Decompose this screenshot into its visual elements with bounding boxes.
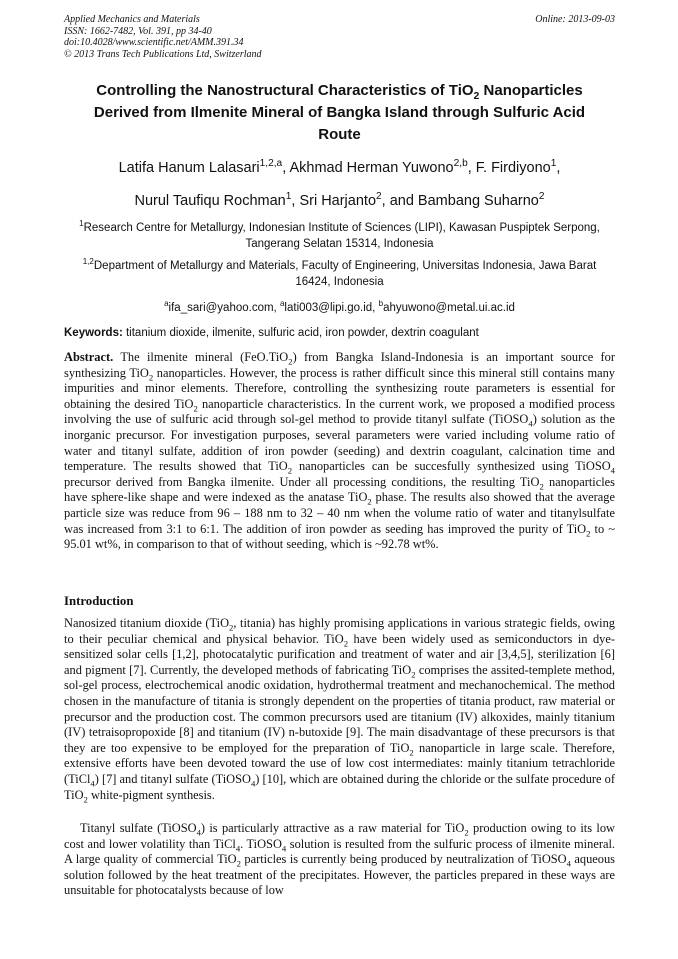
author-list bbox=[64, 152, 615, 218]
abstract: Abstract. The ilmenite mineral (FeO.TiO$_2$) from Bangka Island-Indonesia is an important source for synthesizing TiO$_2$ nanoparticles. However, the process is rather difficult since this mineral still contains many impurities and minor elements. Therefore, controlling the synthesizing route parameters is essential for obtaining the desired TiO$_2$ nanoparticle characteristics. In the current work, we proposed a modified process involving the use of sulfuric acid through sol-gel method to provide titanyl sulfate (TiOSO$_4$) solution as the inorganic precursor. For investigation purposes, several parameters were varied including volume ratio of water and titanyl sulfate, addition of iron powder (seeding) and dextrin coagulant, calcination time and temperature. The results showed that TiO$_2$ nanoparticles can be succesfully synthesized using TiOSO$_4$ precursor derived from Bangka ilmenite. Under all processing conditions, the resulting TiO$_2$ nanoparticles have sphere-like shape and were indexed as the anatase TiO$_2$ phase. The results also showed that the average particle size was reduce from 96 – 188 nm to 32 – 40 nm when the volume ratio of water and titanylsulfate was increased from 3:1 to 6:1. The addition of iron powder as seeding has improved the purity of TiO$_2$ to ~ 95.01 wt%, in comparison to that of without seeding, which is ~92.78 wt%. bbox=[64, 350, 616, 552]
email-sup: a bbox=[279, 299, 285, 309]
title-line-2: Derived from Ilmenite Mineral of Bangka Island through Sulfuric Acid bbox=[93, 104, 586, 121]
copyright-line: © 2013 Trans Tech Publications Ltd, Switzerland bbox=[64, 48, 262, 60]
keywords bbox=[64, 326, 615, 340]
intro-paragraph-1: Nanosized titanium dioxide (TiO$_2$, titania) has highly promising applications in various strategic fields, owing to their peculiar chemical and physical behavior. TiO$_2$ have been widely used as semiconductors in dye-sensitized solar cells [1,2], photocatalytic purification and treatment of water and air [3,4,5], sterilization [6] and pigment [7]. Currently, the developed methods of fabricating TiO$_2$ comprises the assited-templete method, sol-gel process, electrochemical anodic oxidation, hydrothermal treatment and mechanochemical. The method chosen in the manufacture of titania is strongly dependent on the properties of titania product, raw material or precursor and the production cost. The common precursors used are titanium (IV) alkoxides, mainly titanium (IV) tetraisopropoxide [8] and titanium (IV) n-butoxide [9]. The main disadvantage of these precursors is that they are too expensive to be employed for the preparation of TiO$_2$ nanoparticle in large scale. Therefore, extensive efforts have been devoted toward the use of low cost intermediates: mainly titanium tetrachloride (TiCl$_4$) [7] and titanyl sulfate (TiOSO$_4$) [10], which are obtained during the chloride or the sulfate procedure of TiO$_2$ white-pigment synthesis. bbox=[64, 616, 616, 804]
online-date: Online: 2013-09-03 bbox=[535, 14, 615, 25]
journal-name: Applied Mechanics and Materials bbox=[64, 14, 200, 25]
affiliation-2 bbox=[64, 258, 615, 290]
email-link[interactable]: ifa_sari@yahoo.com, bbox=[168, 302, 280, 314]
email-sup: a bbox=[164, 299, 169, 309]
author-name: , Akhmad Herman Yuwono bbox=[282, 160, 454, 176]
author-affil-sup: 2 bbox=[376, 191, 382, 203]
title-line-1-end: Nanoparticles bbox=[479, 82, 583, 99]
issn-line: ISSN: 1662-7482, Vol. 391, pp 34-40 bbox=[64, 25, 212, 37]
author-affil-sup: 2 bbox=[538, 191, 545, 203]
affiliation-text: Research Centre for Metallurgy, Indonesian Institute of Sciences (LIPI), Kawasan Puspiptek Serpong, Tangerang Selatan 15314, Indonesia bbox=[83, 222, 600, 250]
title-line-1: Controlling the Nanostructural Characteristics of TiO bbox=[96, 82, 474, 99]
intro-paragraph-2: Titanyl sulfate (TiOSO$_4$) is particularly attractive as a raw material for TiO$_2$ production owing to its low cost and lower volatility than TiCl$_4$. TiOSO$_4$ solution is resulted from the sulfuric process of ilmenite mineral. A large quality of commercial TiO$_2$ particles is currently being produced by neutralization of TiOSO$_4$ aqueous solution followed by the heat treatment of the precipitates. However, the particles prepared in these ways are unsuitable for photocatalysts because of low bbox=[64, 821, 615, 898]
author-affil-sup: 1 bbox=[285, 191, 292, 203]
author-name: Latifa Hanum Lalasari bbox=[118, 160, 260, 176]
title-line-3: Route bbox=[318, 126, 361, 143]
section-heading-introduction: Introduction bbox=[64, 594, 134, 608]
affiliation-text: Department of Metallurgy and Materials, Faculty of Engineering, Universitas Indonesia, Jawa Barat 16424, Indonesia bbox=[93, 260, 597, 288]
author-emails bbox=[64, 300, 615, 316]
affiliation-sup: 1 bbox=[79, 219, 84, 229]
email-link[interactable]: lati003@lipi.go.id, bbox=[284, 302, 379, 314]
paper-title bbox=[64, 80, 615, 146]
author-name: , and Bambang Suharno bbox=[381, 193, 539, 209]
doi-line: doi:10.4028/www.scientific.net/AMM.391.34 bbox=[64, 37, 244, 48]
abstract-label: Abstract. bbox=[64, 350, 114, 364]
keywords-label: Keywords: bbox=[64, 327, 123, 339]
keywords-text: titanium dioxide, ilmenite, sulfuric acid, iron powder, dextrin coagulant bbox=[122, 327, 479, 339]
author-name: , Sri Harjanto bbox=[291, 193, 377, 209]
affiliation-sup: 1,2 bbox=[82, 257, 94, 267]
affiliation-1 bbox=[64, 220, 615, 252]
author-name: , F. Firdiyono bbox=[467, 160, 551, 176]
title-subscript: 2 bbox=[473, 90, 480, 102]
author-affil-sup: 1,2,a bbox=[259, 158, 283, 170]
email-sup: b bbox=[378, 299, 384, 309]
email-link[interactable]: ahyuwono@metal.ui.ac.id bbox=[383, 302, 515, 314]
author-separator: , bbox=[556, 160, 561, 176]
author-name: Nurul Taufiqu Rochman bbox=[134, 193, 286, 209]
author-affil-sup: 1 bbox=[550, 158, 557, 170]
author-affil-sup: 2,b bbox=[453, 158, 468, 170]
journal-header bbox=[64, 14, 615, 60]
